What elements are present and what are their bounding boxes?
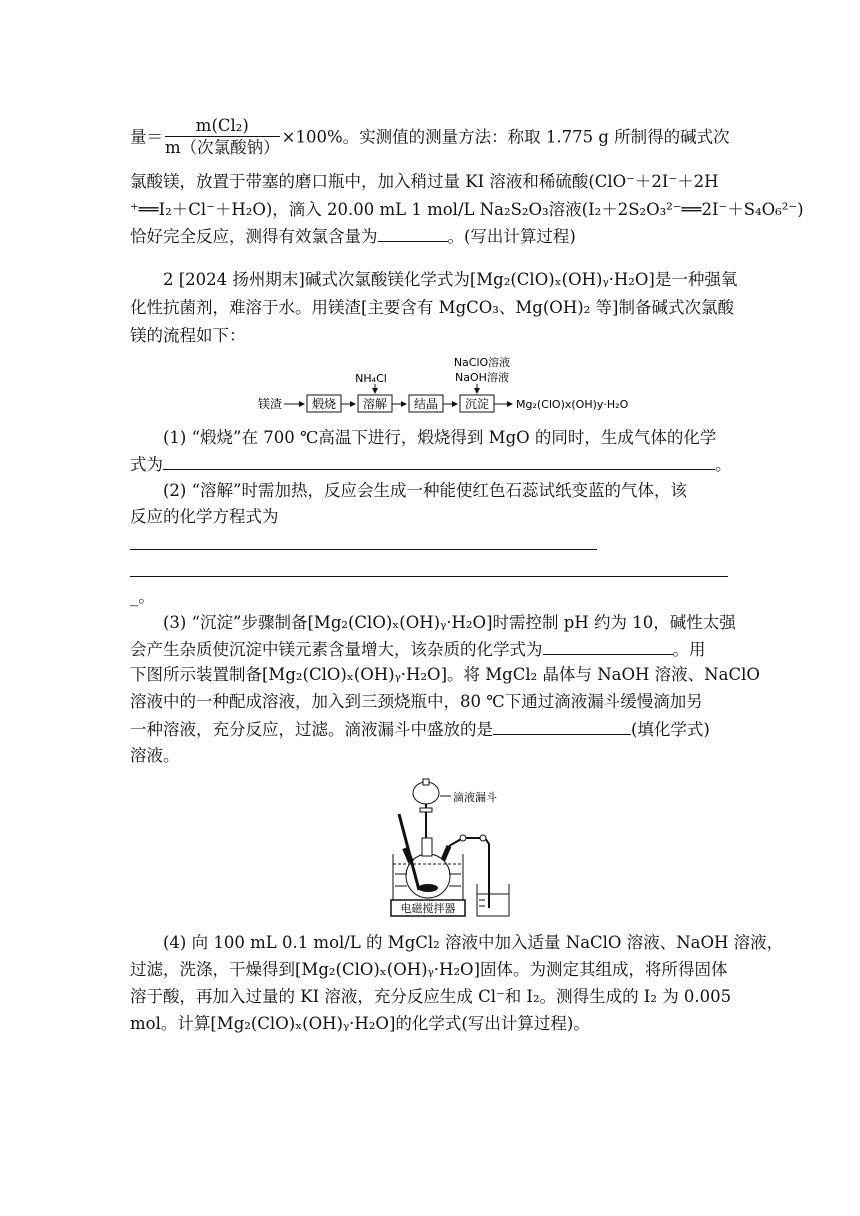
- sub-question-3: (3) “沉淀”步骤制备[Mg₂(ClO)ₓ(OH)ᵧ·H₂O]时需控制 pH 约为 10，碱性太强: [163, 613, 736, 632]
- process-flow-diagram: [250, 352, 670, 414]
- text-line: 化性抗菌剂，难溶于水。用镁渣[主要含有 MgCO₃、Mg(OH)₂ 等]制备碱式次氯酸: [130, 298, 734, 317]
- text-line: mol。计算[Mg₂(ClO)ₓ(OH)ᵧ·H₂O]的化学式(写出计算过程)。: [130, 1014, 590, 1033]
- text-segment: 。(写出计算过程): [447, 227, 576, 246]
- sub-question-1: (1) “煅烧”在 700 ℃高温下进行，煅烧得到 MgO 的同时，生成气体的化学: [163, 428, 717, 447]
- answer-blank[interactable]: [493, 718, 631, 735]
- text-line: [130, 225, 576, 248]
- answer-blank[interactable]: [378, 225, 448, 242]
- text-segment: (填化学式): [631, 720, 710, 739]
- flow-reagent-label: NaOH溶液: [455, 371, 509, 384]
- answer-blank[interactable]: [163, 453, 715, 470]
- funnel-label: 滴液漏斗: [453, 791, 497, 804]
- apparatus-diagram: [385, 778, 520, 923]
- sub-question-2: (2) “溶解”时需加热，反应会生成一种能使红色石蕊试纸变蓝的气体，该: [163, 481, 687, 500]
- flow-step-label: 煅烧: [311, 397, 337, 411]
- flow-reagent-label: NH₄Cl: [355, 372, 387, 385]
- stirrer-label: 电磁搅拌器: [400, 902, 456, 915]
- text-segment: 恰好完全反应，测得有效氯含量为: [130, 227, 378, 246]
- text-segment: 一种溶液，充分反应，过滤。滴液漏斗中盛放的是: [130, 720, 493, 739]
- text-line: 溶液中的一种配成溶液，加入到三颈烧瓶中，80 ℃下通过滴液漏斗缓慢滴加另: [130, 692, 703, 711]
- text-line: ⁺══I₂＋Cl⁻＋H₂O)，滴入 20.00 mL 1 mol/L Na₂S₂O₃溶液(I₂＋2S₂O₃²⁻══2I⁻＋S₄O₆²⁻): [130, 200, 804, 219]
- flow-step-label: 溶解: [362, 397, 388, 411]
- text-line: 反应的化学方程式为: [130, 507, 279, 526]
- text-line: _。: [130, 587, 155, 606]
- flow-step-label: 结晶: [413, 397, 439, 411]
- text-line: 溶于酸，再加入过量的 KI 溶液，充分反应生成 Cl⁻和 I₂。测得生成的 I₂ 为 0.005: [130, 987, 732, 1006]
- fraction: [165, 116, 280, 159]
- text-line: 镁的流程如下：: [130, 326, 246, 345]
- sub-question-4: (4) 向 100 mL 0.1 mol/L 的 MgCl₂ 溶液中加入适量 NaClO 溶液、NaOH 溶液，: [163, 933, 784, 952]
- text-line: [130, 453, 732, 476]
- flow-reagent-label: NaClO溶液: [453, 356, 511, 369]
- text-line: 溶液。: [130, 746, 180, 765]
- text-segment: 会产生杂质使沉淀中镁元素含量增大，该杂质的化学式为: [130, 640, 543, 659]
- answer-blank[interactable]: [543, 638, 673, 655]
- text-segment: 量＝: [130, 127, 163, 147]
- text-line: [130, 116, 730, 159]
- text-line: [130, 718, 710, 741]
- text-line: 氯酸镁，放置于带塞的磨口瓶中，加入稍过量 KI 溶液和稀硫酸(ClO⁻＋2I⁻＋2H: [130, 172, 719, 191]
- text-segment: 式为: [130, 455, 163, 474]
- text-line: [130, 638, 706, 661]
- flow-step-label: 沉淀: [464, 397, 490, 411]
- flow-start-label: 镁渣: [258, 397, 283, 411]
- text-line: 下图所示装置制备[Mg₂(ClO)ₓ(OH)ᵧ·H₂O]。将 MgCl₂ 晶体与 NaOH 溶液、NaClO: [130, 665, 760, 684]
- answer-line[interactable]: [130, 549, 597, 550]
- text-segment: 。: [715, 455, 732, 474]
- answer-line[interactable]: [130, 576, 728, 577]
- fraction-denominator: m（次氯酸钠）: [165, 138, 280, 157]
- text-segment: ×100%。实测值的测量方法：称取 1.775 g 所制得的碱式次: [281, 127, 730, 147]
- text-segment: 。用: [672, 640, 706, 659]
- text-line: 过滤，洗涤，干燥得到[Mg₂(ClO)ₓ(OH)ᵧ·H₂O]固体。为测定其组成，将所得固体: [130, 960, 728, 979]
- fraction-numerator: m(Cl₂): [165, 116, 280, 137]
- question-heading: 2 [2024 扬州期末]碱式次氯酸镁化学式为[Mg₂(ClO)ₓ(OH)ᵧ·H₂O]是一种强氧: [163, 270, 738, 289]
- flow-product-label: Mg₂(ClO)x(OH)y·H₂O: [516, 398, 629, 411]
